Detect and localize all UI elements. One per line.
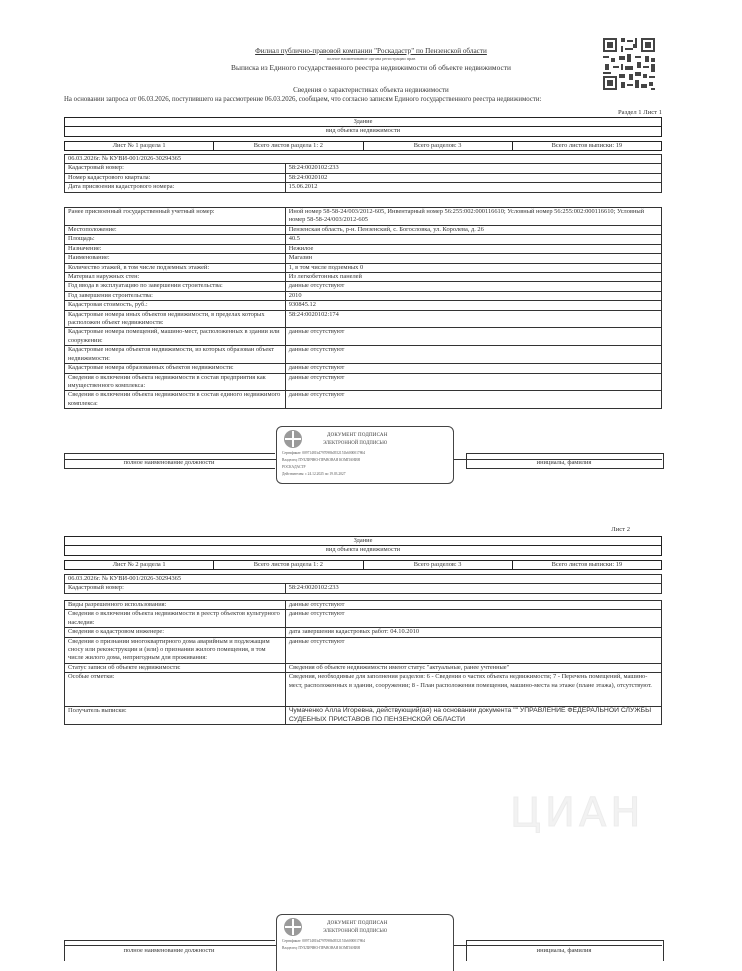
stamp-line: ЭЛЕКТРОННОЙ ПОДПИСЬЮ: [323, 929, 388, 934]
row-value: Пензенская область, р-н. Пензенский, с. Богословка, ул. Королева, д. 26: [285, 226, 661, 235]
row-label: Год завершения строительства:: [65, 291, 286, 300]
page2-object-type-table: [64, 536, 662, 556]
row-label: Местоположение:: [65, 226, 286, 235]
page2-sheet-info: [64, 560, 662, 570]
page1-sheet-info: [64, 141, 662, 151]
page2-name-caption: инициалы, фамилия: [536, 947, 592, 954]
stamp-certificate: Сертификат: 00971481b4797098b0552151b6000017864: [282, 451, 366, 455]
row-value: данные отсутствуют: [285, 346, 661, 364]
total-sheets: Всего листов выписки: 19: [512, 142, 661, 151]
stamp-certificate: Сертификат: 00971481b4797098b0552151b6000017864: [282, 939, 366, 943]
section-title: Сведения о характеристиках объекта недвижимости: [293, 86, 449, 94]
page2-characteristics-table: [64, 600, 662, 725]
page1-e-signature-stamp: [276, 426, 454, 484]
extract-reference: 06.03.2026г. № КУВИ-001/2026-30294365: [65, 575, 662, 584]
row-value: 15.06.2012: [285, 183, 661, 192]
row-value: данные отсутствуют: [285, 328, 661, 346]
row-value: Из легкобетонных панелей: [285, 273, 661, 282]
row-value: 58:24:0020102:233: [285, 164, 661, 173]
page2-e-signature-stamp: [276, 914, 454, 971]
table-row: [65, 226, 662, 235]
intro-text: На основании запроса от 06.03.2026, поступившего на рассмотрение 06.03.2026, сообщаем, что согласно записям Единого государственного реестра недвижимости:: [64, 96, 542, 103]
table-row: [65, 235, 662, 244]
row-label: Номер кадастрового квартала:: [65, 173, 286, 182]
row-value: данные отсутствуют: [285, 610, 661, 628]
table-row: [65, 164, 662, 173]
table-row: [65, 244, 662, 253]
qr-code-icon: [601, 36, 657, 92]
table-row: [65, 208, 662, 226]
row-value: 58:24:0020102: [285, 173, 661, 182]
row-label: Материал наружных стен:: [65, 273, 286, 282]
table-row: [65, 282, 662, 291]
page1-object-type-table: [64, 117, 662, 137]
stamp-owner: Владелец: ПУБЛИЧНО-ПРАВОВАЯ КОМПАНИЯ: [282, 458, 360, 462]
object-type-caption: вид объекта недвижимости: [65, 546, 662, 555]
table-row: [65, 301, 662, 310]
sheets-in-section: Всего листов раздела 1: 2: [214, 561, 363, 570]
table-row: [65, 663, 662, 672]
roskadastr-emblem-icon: [284, 430, 302, 448]
organization-name: Филиал публично-правовой компании "Роскадастр" по Пензенской области: [255, 47, 487, 55]
table-row: [65, 673, 662, 707]
row-label: Кадастровые номера помещений, машино-мест, расположенных в здании или сооружении:: [65, 328, 286, 346]
total-sheets: Всего листов выписки: 19: [512, 561, 661, 570]
table-row: [65, 610, 662, 628]
row-label: Сведения о кадастровом инженере:: [65, 628, 286, 637]
row-value: 40.5: [285, 235, 661, 244]
object-type-caption: вид объекта недвижимости: [65, 127, 662, 136]
row-label: Кадастровый номер:: [65, 584, 286, 593]
row-value: данные отсутствуют: [285, 373, 661, 391]
page2-position-caption: полное наименование должности: [123, 947, 215, 954]
row-value: данные отсутствуют: [285, 637, 661, 663]
stamp-owner: Владелец: ПУБЛИЧНО-ПРАВОВАЯ КОМПАНИЯ: [282, 946, 360, 950]
table-row: [65, 183, 662, 192]
row-label: Кадастровые номера объектов недвижимости, из которых образован объект недвижимости:: [65, 346, 286, 364]
row-value: 2010: [285, 291, 661, 300]
row-label: Виды разрешенного использования:: [65, 601, 286, 610]
row-label: Назначение:: [65, 244, 286, 253]
sheets-in-section: Всего листов раздела 1: 2: [214, 142, 363, 151]
row-label: Сведения о включении объекта недвижимости в состав единого недвижимого комплекса:: [65, 391, 286, 409]
row-label: Получатель выписки:: [65, 707, 286, 725]
row-value: Магазин: [285, 254, 661, 263]
stamp-line: ДОКУМЕНТ ПОДПИСАН: [327, 921, 388, 926]
page2-id-table: [64, 574, 662, 594]
table-row: [65, 391, 662, 409]
row-label: Кадастровый номер:: [65, 164, 286, 173]
table-row: [65, 601, 662, 610]
row-label: Сведения о признании многоквартирного дома аварийным и подлежащим сносу или реконструкции и (или) о признании жилого помещения, в том числе жилого дома, непригодным для проживания:: [65, 637, 286, 663]
page1-characteristics-table: [64, 207, 662, 409]
row-value: 930845.12: [285, 301, 661, 310]
table-row: [65, 628, 662, 637]
page1-section-label: Раздел 1 Лист 1: [618, 109, 662, 116]
stamp-line: ДОКУМЕНТ ПОДПИСАН: [327, 433, 388, 438]
table-row: [65, 637, 662, 663]
page2-section-label: Лист 2: [611, 526, 630, 533]
object-type: Здание: [65, 537, 662, 546]
row-label: Кадастровые номера иных объектов недвижимости, в пределах которых расположен объект недвижимости:: [65, 310, 286, 328]
row-label: Сведения о включении объекта недвижимости в реестр объектов культурного наследия:: [65, 610, 286, 628]
document-title: Выписка из Единого государственного реестра недвижимости об объекте недвижимости: [231, 63, 511, 72]
table-row: [65, 328, 662, 346]
table-row: [65, 584, 662, 593]
table-row: [65, 707, 662, 725]
row-value: 58:24:0020102:174: [285, 310, 661, 328]
row-label: Дата присвоения кадастрового номера:: [65, 183, 286, 192]
organization-caption: полное наименование органа регистрации прав: [326, 56, 416, 61]
stamp-owner-cont: РОСКАДАСТР: [282, 465, 306, 469]
row-label: Ранее присвоенный государственный учетный номер:: [65, 208, 286, 226]
table-row: [65, 273, 662, 282]
row-value: данные отсутствуют: [285, 391, 661, 409]
extract-reference: 06.03.2026г. № КУВИ-001/2026-30294365: [65, 155, 662, 164]
total-sections: Всего разделов: 3: [363, 142, 512, 151]
row-value: Сведения об объекте недвижимости имеют статус "актуальные, ранее учтенные": [285, 663, 661, 672]
table-row: [65, 254, 662, 263]
table-row: [65, 291, 662, 300]
row-value: Сведения, необходимые для заполнения разделов: 6 - Сведения о частях объекта недвижимости; 7 - Перечень помещений, машино-мест, расположенных в здании, сооружении; 8 - План расположения помещения, машино-места на этаже (плане этажа), отсутствуют.: [285, 673, 661, 707]
row-label: Год ввода в эксплуатацию по завершении строительства:: [65, 282, 286, 291]
row-value: данные отсутствуют: [285, 364, 661, 373]
row-value: дата завершения кадастровых работ: 04.10.2010: [285, 628, 661, 637]
page1-position-caption: полное наименование должности: [123, 459, 215, 466]
total-sections: Всего разделов: 3: [363, 561, 512, 570]
table-row: [65, 373, 662, 391]
row-value: Иной номер 58-58-24/003/2012-605, Инвентарный номер 56:255:002:000116610; Условный номер 56:255:002:000116610; Условный номер 58-58-24/003/2012-605: [285, 208, 661, 226]
row-label: Сведения о включении объекта недвижимости в состав предприятия как имущественного комплекса:: [65, 373, 286, 391]
row-label: Кадастровая стоимость, руб.:: [65, 301, 286, 310]
row-value: Чумаченко Алла Игоревна, действующий(ая) на основании документа "" УПРАВЛЕНИЕ ФЕДЕРАЛЬНОЙ СЛУЖБЫ СУДЕБНЫХ ПРИСТАВОВ ПО ПЕНЗЕНСКОЙ ОБЛАСТИ: [285, 707, 661, 725]
row-value: 58:24:0020102:233: [285, 584, 661, 593]
table-row: [65, 310, 662, 328]
watermark: ЦИАН: [510, 790, 645, 836]
row-label: Статус записи об объекте недвижимости:: [65, 663, 286, 672]
row-label: Особые отметки:: [65, 673, 286, 707]
sheet-number: Лист № 1 раздела 1: [65, 142, 214, 151]
row-label: Кадастровые номера образованных объектов недвижимости:: [65, 364, 286, 373]
object-type: Здание: [65, 118, 662, 127]
table-row: [65, 173, 662, 182]
table-row: [65, 263, 662, 272]
stamp-validity: Действителен: с 24.12.2025 по 19.03.2027: [282, 472, 346, 476]
row-label: Наименование:: [65, 254, 286, 263]
page1-id-table: [64, 154, 662, 193]
table-row: [65, 346, 662, 364]
row-label: Площадь:: [65, 235, 286, 244]
roskadastr-emblem-icon: [284, 918, 302, 936]
row-value: данные отсутствуют: [285, 601, 661, 610]
table-row: [65, 364, 662, 373]
row-value: 1, в том числе подземных 0: [285, 263, 661, 272]
row-value: Нежилое: [285, 244, 661, 253]
stamp-line: ЭЛЕКТРОННОЙ ПОДПИСЬЮ: [323, 441, 388, 446]
page1-name-caption: инициалы, фамилия: [536, 459, 592, 466]
sheet-number: Лист № 2 раздела 1: [65, 561, 214, 570]
row-value: данные отсутствуют: [285, 282, 661, 291]
row-label: Количество этажей, в том числе подземных этажей:: [65, 263, 286, 272]
